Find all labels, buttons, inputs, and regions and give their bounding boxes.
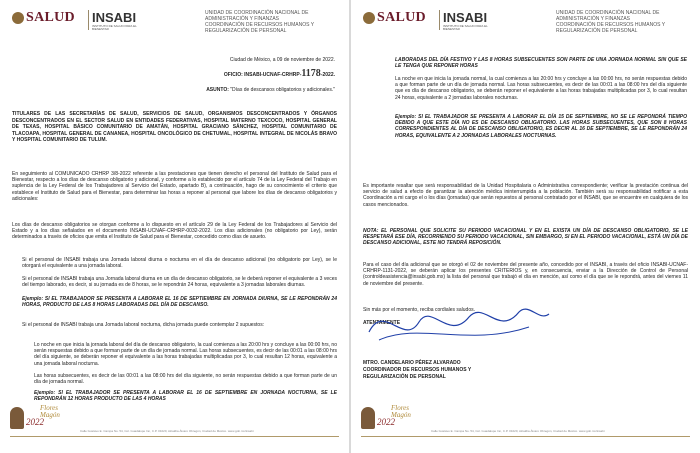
paragraph-dia-adicional: Para el caso del día adicional que se otorgó el 02 de noviembre del presente año, concedido por el INSABI, a través del oficio INSABI-UCNAF-CRHRP-1131-2022, se deberán aplicar los presentes CRITERIOS y, en consecuencia, enviar a la Dirección de Control de Personal (controldeasistencia@insabi.gob.mx) la lista del personal que trabajó el día en mención, así como el día que se le repondrá, antes del viernes 11 de noviembre del presente. — [363, 262, 688, 287]
paragraph-intro: En seguimiento al COMUNICADO CRHRP 3/8-2022 referente a las prestaciones que tienen derecho el personal del Instituto de Salud para el Bienestar, respecto a los días de descanso obligatorio y adicional, y conforme a lo establecido por el artículo 74 de la Ley Federal del Trabajo en suplencia de la Ley Federal de los Trabajadores al Servicio del Estado, apartado B), a continuación, hago de su conocimiento el criterio que establece el Instituto de Salud para el Bienestar, para determinar las horas a reponer al personal que labore los días de descanso obligatorios y adicionales: — [12, 171, 337, 202]
sub-item-3: La noche en que inicia la jornada normal, la cual comienza a las 20:00 hrs y concluye a las 00:00 hrs, no serán respuestas debido a que forman parte de un día de jornada normal. Las horas subsecuentes, es decir de las 00:01 a las 08:00 hrs del día siguiente que es día de descanso obligatorio, se deberán reponer el equivalente a las horas trabajadas multiplicadas por 3, lo cual resultan 24 horas, equivalente a 2 jornadas laborales nocturnas. — [395, 76, 687, 101]
footer-year: 2022 — [26, 417, 44, 427]
sub-item-1: Lo noche en que inicia la jornada laboral del día de descanso obligatorio, la cual comienza a las 20:00 hrs y concluye a las 00:00 hrs, no serán respuestas debido a que forman parte de un día de jornada normal. Las horas subsecuentes, es decir de las 00:01 a las 08:00 hrs del día siguiente, se deberán reponer el equivalente a las horas trabajadas multiplicadas por 3, lo cual resultan 12 horas, equivalente a una jornada laboral nocturna. — [34, 342, 337, 367]
example-15-sept: Ejemplo: SI EL TRABAJADOR SE PRESENTA A LABORAR EL DÍA 15 DE SEPTIEMBRE, NO SE LE REPONDRÁ TIEMPO DEBIDO A QUE ESTE DÍA NO ES DE DESCANSO OBLIGATORIO. LAS HORAS SUBSECUENTES, QUE SON 8 HORAS CORRESPONDIENTES AL DÍA DE DESCANSO OBLIGATORIO, ES DECIR AL 16 DE SEPTIEMBRE, SE LE REPONDRÁN 24 HORAS, EQUIVALENTE A 2 JORNADAS LABORALES NOCTURNAS. — [395, 114, 687, 139]
portrait-icon — [10, 407, 24, 429]
motto-line: Magón — [391, 411, 411, 419]
atentamente-label: ATENTAMENTE — [363, 320, 401, 326]
insabi-subtitle: INSTITUTO DE SALUD PARA EL BIENESTAR — [443, 24, 488, 31]
bullet-diurna: Si el personal de INSABI trabaja una Jornada laboral diurna en un día de descanso obligatorio, se le deberá reponer el equivalente a 3 veces del tiempo laborado, es decir, si su jornada es de 8 horas, se le repondrán 24 horas, equivalente a 3 jornadas laborales diurnas. — [22, 276, 337, 289]
nota-vacaciones: NOTA: EL PERSONAL QUE SOLICITE SU PERIODO VACACIONAL Y EN EL EXISTA UN DÍA DE DESCANSO OBLIGATORIO, SE LE RESPETARÁ ESE DÍA, RECORRIENDO SU PERIODO VACACIONAL, SIN EMBARGO, SI EN EL PERIODO VACACIONAL, ESTÁ UN DÍA DE DESCANSO ADICIONAL, ESTE NO TENDRÁ REPOSICIÓN. — [363, 228, 688, 247]
asunto-line — [110, 87, 335, 93]
unit-header — [556, 10, 696, 34]
oficio-prefix: INSABI-UCNAF-CRHRP- — [244, 72, 302, 78]
eagle-emblem-icon — [12, 12, 24, 24]
paragraph-descanso: Los días de descanso obligatorios se otorgan conforme a lo dispuesto en el artículo 29 de la Ley Federal de los Trabajadores al Servicio del Estado y a los días señalados en el documento INSABI-UCNAF-CRHRP-0032-2022. Los días adicionales (no obligatorio por Ley), serán determinados a través de oficios que emita el Instituto de Salud para el Bienestar, concedido como días de asueto. — [12, 222, 337, 241]
unit-line: UNIDAD DE COORDINACIÓN NACIONAL DE — [556, 10, 660, 16]
unit-line: ADMINISTRACIÓN Y FINANZAS — [205, 16, 279, 22]
logo-separator — [88, 10, 89, 30]
logo-separator — [439, 10, 440, 30]
oficio-label: OFICIO: — [223, 72, 243, 78]
signer-title-line1: COORDINADOR DE RECURSOS HUMANOS Y — [363, 367, 472, 373]
example-nocturna: Ejemplo: SI EL TRABAJADOR SE PRESENTA A LABORAR EL 16 DE SEPTIEMBRE EN JORNADA NOCTURNA, SE LE REPONDRÁN 12 HORAS PRODUCTO DE LAS 4 HORAS — [34, 390, 337, 403]
footer-year: 2022 — [377, 417, 395, 427]
salud-wordmark: SALUD — [377, 10, 426, 25]
salud-logo — [12, 10, 75, 26]
oficio-suffix: -2022. — [320, 72, 335, 78]
document-page-2 — [351, 0, 700, 453]
sub-item-2: Las horas subsecuentes, es decir de las 00:01 a las 08:00 hrs del día siguiente, no serán respuestas debido a que forman parte de un día de jornada normal. — [34, 373, 337, 386]
signer-title-line2: REGULARIZACIÓN DE PERSONAL — [363, 374, 446, 380]
insabi-wordmark: INSABI — [92, 10, 137, 25]
document-page-1 — [0, 0, 349, 453]
footer-divider — [10, 436, 339, 437]
example-diurna: Ejemplo: SI EL TRABAJADOR SE PRESENTA A LABORAR EL 16 DE SEPTIEMBRE EN JORNADA DIURNA, SE LE REPONDRÁN 24 HORAS, PRODUCTO DE LAS 8 HORAS LABORADAS DEL DÍA DE DESCANSO. — [22, 296, 337, 309]
closing-line: Sin más por el momento, reciba cordiales saludos. — [363, 307, 475, 313]
unit-header — [205, 10, 345, 34]
salud-logo — [363, 10, 426, 26]
oficio-number: 1178 — [301, 68, 321, 79]
oficio-line — [140, 68, 335, 79]
motto-line: Flores — [391, 404, 410, 412]
footer-logo — [10, 405, 70, 435]
handwritten-signature — [359, 292, 559, 354]
motto-line: Magón — [40, 411, 60, 419]
bullet-adicional: Si el personal de INSABI trabaja una Jornada laboral diurna o nocturna en el día de descanso adicional (no obligatorio por Ley), se le otorgará el equivalente a una jornada laboral. — [22, 257, 337, 270]
footer-divider — [361, 436, 690, 437]
footer-logo — [361, 405, 421, 435]
signer-name: MTRO. CANDELARIO PÉREZ ALVARADO — [363, 360, 461, 366]
motto-line: Flores — [40, 404, 59, 412]
footer-address: Calle Gustavo E. Campa No. 54, Col. Guadalupe Inn, C.P. 01020, Alcaldía Álvaro Obregón, Ciudad de México. www.gob.mx/insabi — [431, 429, 605, 433]
unit-line: REGULARIZACIÓN DE PERSONAL — [556, 28, 638, 34]
eagle-emblem-icon — [363, 12, 375, 24]
asunto-text: "Días de descansos obligatorios y adicionales." — [230, 87, 335, 93]
unit-line: REGULARIZACIÓN DE PERSONAL — [205, 28, 287, 34]
insabi-wordmark: INSABI — [443, 10, 488, 25]
unit-line: ADMINISTRACIÓN Y FINANZAS — [556, 16, 630, 22]
addressee-block: TITULARES DE LAS SECRETARÍAS DE SALUD, SERVICIOS DE SALUD, ORGANISMOS DESCONCENTRADOS Y ÓRGANOS DESCONCENTRADOS EN EL SECTOR SALUD EN ENTIDADES FEDERATIVAS, HOSPITAL MATERNO TEXCOCO, HOSPITAL GENERAL DE TEXAS, HOSPITAL BÁSICO COMUNITARIO DE AMATÁN, HOSPITAL GRACIANO SÁNCHEZ, HOSPITAL COMUNITARIO DE TLACOAPA, HOSPITAL GENERAL DE CANANEA, HOSPITAL ONCOLÓGICO DE CHETUMAL, HOSPITAL INTEGRAL DE NICOLÁS BRAVO Y HOSPITAL COMUNITARIO DE TULUM. — [12, 111, 337, 144]
example-continuation: LABORADAS DEL DÍA FESTIVO Y LAS 8 HORAS SUBSECUENTES SON PARTE DE UNA JORNADA NORMAL SIN QUE SE LE TENGA QUE REPONER HORAS — [395, 57, 687, 70]
insabi-subtitle: INSTITUTO DE SALUD PARA EL BIENESTAR — [92, 24, 137, 31]
asunto-label: ASUNTO: — [206, 87, 229, 93]
paragraph-responsabilidad: Es importante resaltar que será responsabilidad de la Unidad Hospitalaria o Administrativa correspondiente; verificar la prestación continua del servicio de salud a efecto de garantizar la atención médica ininterrumpida a la población. También será su responsabilidad notificar a esta Coordinación a mi cargo el o los días (jornadas) que serán repuestos al personal contratado por el INSABI, que se encuentre en cualquiera de los casos mencionados. — [363, 183, 688, 208]
footer-address: Calle Gustavo E. Campa No. 54, Col. Guadalupe Inn, C.P. 01020, Alcaldía Álvaro Obregón, Ciudad de México. www.gob.mx/insabi — [80, 429, 254, 433]
unit-line: COORDINACIÓN DE RECURSOS HUMANOS Y — [556, 22, 666, 28]
unit-line: UNIDAD DE COORDINACIÓN NACIONAL DE — [205, 10, 309, 16]
portrait-icon — [361, 407, 375, 429]
unit-line: COORDINACIÓN DE RECURSOS HUMANOS Y — [205, 22, 315, 28]
bullet-nocturna: Si el personal de INSABI trabaja una Jornada laboral nocturna, dicha jornada puede contemplar 2 supuestos: — [22, 322, 265, 328]
salud-wordmark: SALUD — [26, 10, 75, 25]
date-line: Ciudad de México, a 09 de noviembre de 2022. — [229, 57, 335, 63]
